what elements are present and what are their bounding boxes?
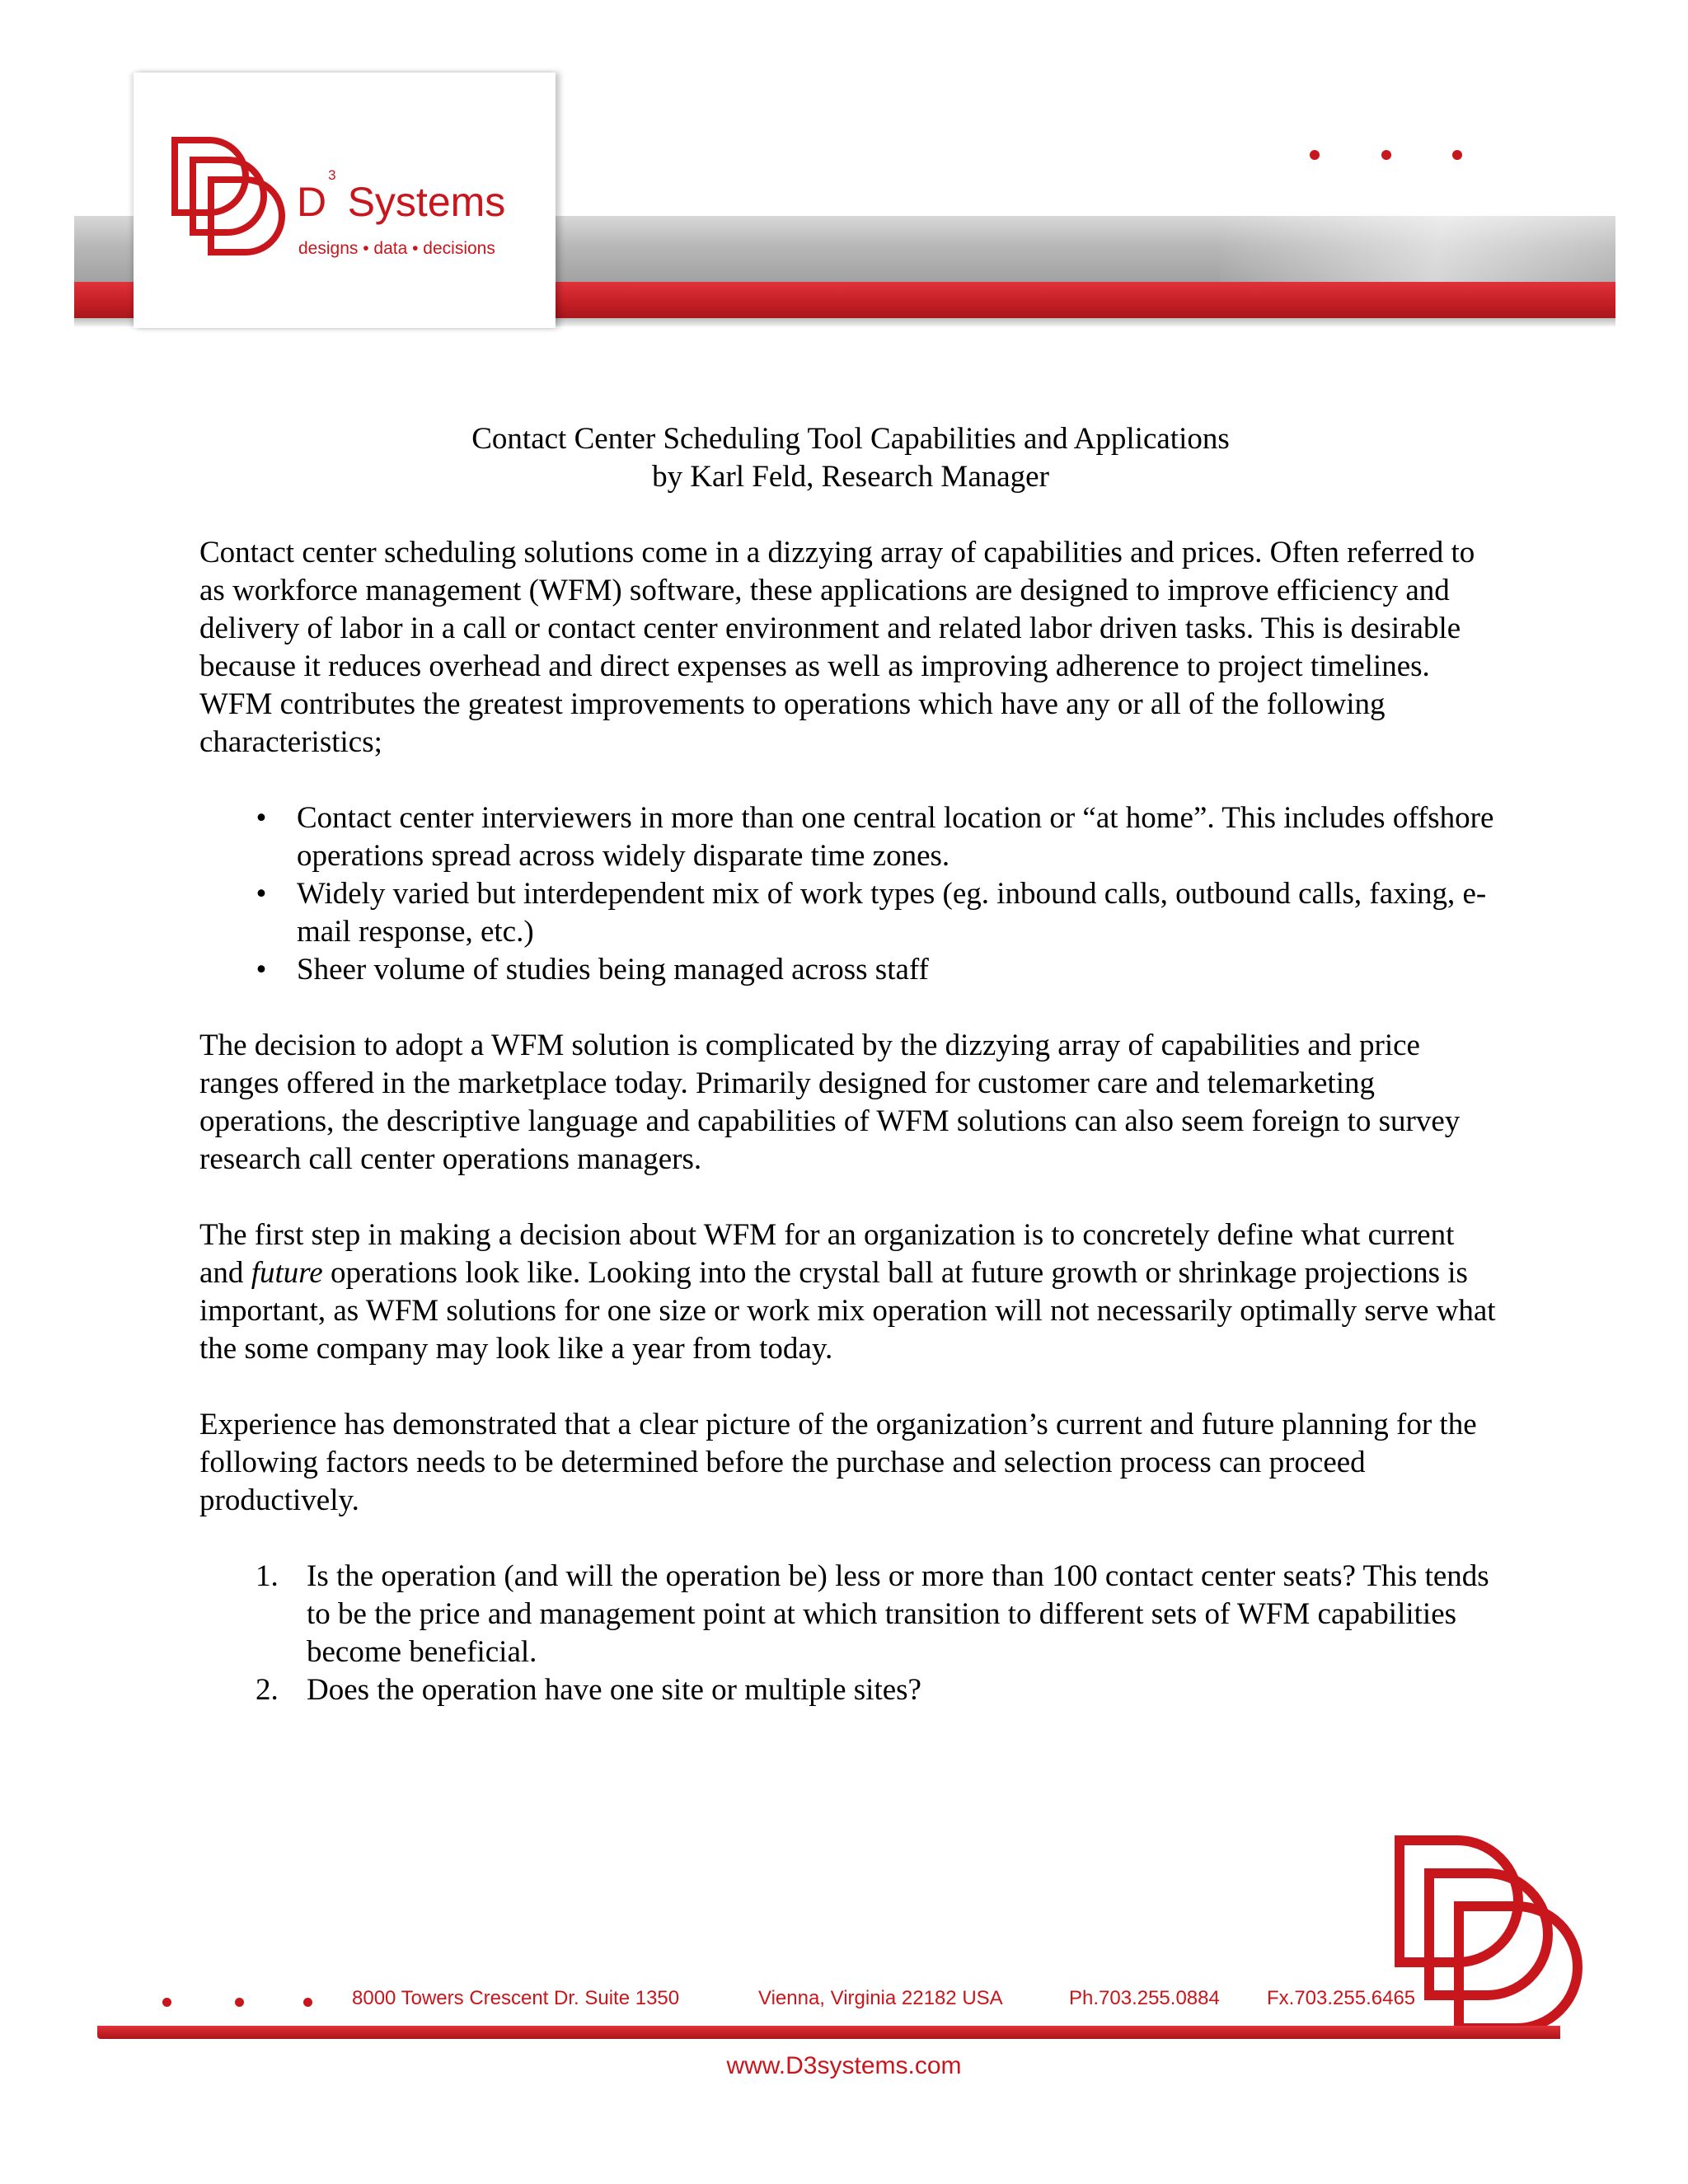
brand-superscript: 3 [328,167,336,184]
footer-address: 8000 Towers Crescent Dr. Suite 1350 [352,1987,680,2009]
characteristics-list [199,799,1502,989]
footer-city: Vienna, Virginia 22182 USA [758,1987,1003,2009]
article-byline: by Karl Feld, Research Manager [652,460,1049,494]
decision-paragraph: The decision to adopt a WFM solution is complicated by the dizzying array of capabilities and price ranges offered in the marketplace today. Primarily designed for customer care and telemarketing operations, the descriptive language and capabilities of WFM solutions can also seem foreign to survey research call center operations managers. [199,1029,1461,1176]
first-step-text-end: operations look like. Looking into the crystal ball at future growth or shrinkage projections is important, as WFM solutions for one size or work mix operation will not necessarily optimally serve what the some company may look like a year from today. [199,1256,1496,1366]
header-dot-icon [1452,150,1462,160]
header-dot-icon [1310,150,1320,160]
footer-d3-logo-icon [1393,1834,1591,2048]
brand-tagline: designs • data • decisions [298,239,495,258]
bullet-icon: • [256,877,267,911]
footer-dot-icon [303,1998,312,2007]
bullet-icon: • [256,953,267,987]
brand-d: D [297,179,327,225]
list-item-text: Widely varied but interdependent mix of work types (eg. inbound calls, outbound calls, faxing, e-mail response, etc.) [297,877,1487,949]
list-item-text: Contact center interviewers in more than one central location or “at home”. This includes offshore operations spread across widely disparate time zones. [297,801,1494,873]
list-item-text: Sheer volume of studies being managed across staff [297,953,929,987]
factors-list [199,1558,1502,1709]
list-item-text: Does the operation have one site or multiple sites? [307,1673,921,1707]
list-item-text: Is the operation (and will the operation be) less or more than 100 contact center seats? This tends to be the price and management point at which transition to different sets of WFM capabilities become beneficial. [307,1559,1489,1669]
article-title: Contact Center Scheduling Tool Capabilities and Applications [471,422,1230,456]
list-number: 1. [256,1559,279,1593]
header-logo-box [134,73,556,328]
brand-name [297,167,506,225]
list-item [199,799,1502,875]
footer-red-line [97,2026,1560,2039]
experience-paragraph: Experience has demonstrated that a clear picture of the organization’s current and future planning for the following factors needs to be determined before the purchase and selection process can proceed productively. [199,1408,1477,1517]
header-gray-sheen [1220,216,1615,282]
list-item [199,875,1502,951]
footer-fax: Fx.703.255.6465 [1267,1987,1416,2009]
first-step-paragraph [199,1216,1502,1368]
d3-logo-icon [170,135,289,259]
list-item [199,1671,1502,1709]
intro-paragraph: Contact center scheduling solutions come in a dizzying array of capabilities and prices. Often referred to as workforce management (WFM) software, these applications are designed to improve efficiency and delivery of labor in a call or contact center environment and related labor driven tasks. This is desirable because it reduces overhead and direct expenses as well as improving adherence to project timelines. WFM contributes the greatest improvements to operations which have any or all of the following characteristics; [199,536,1475,759]
footer-dot-icon [162,1998,171,2007]
footer-dot-icon [235,1998,244,2007]
first-step-emphasis: future [251,1256,323,1290]
bullet-icon: • [256,801,267,835]
header-dot-icon [1381,150,1391,160]
list-number: 2. [256,1673,279,1707]
footer-website-link[interactable]: www.D3systems.com [726,2052,962,2079]
first-step-text-start: The first step in making a decision about WFM for an organization is to concretely define what current and [199,1218,1455,1290]
list-item [199,1558,1502,1671]
footer-phone: Ph.703.255.0884 [1069,1987,1220,2009]
brand-suffix: Systems [347,179,506,225]
list-item [199,951,1502,989]
article-body [199,420,1502,1709]
